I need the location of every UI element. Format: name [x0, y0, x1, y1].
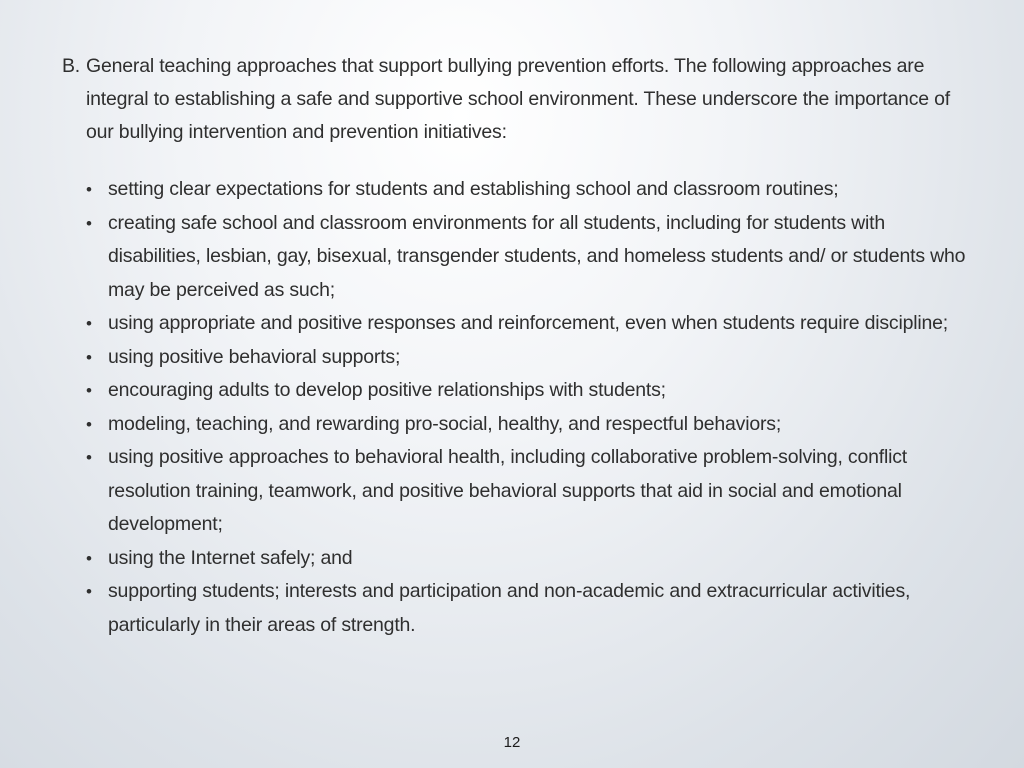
bullet-item	[62, 341, 972, 375]
bullet-text: using positive behavioral supports;	[108, 345, 401, 368]
bullet-text: setting clear expectations for students and establishing school and classroom routines;	[108, 178, 839, 200]
bullet-icon: •	[86, 448, 92, 467]
bullet-icon: •	[86, 381, 92, 400]
intro-text: General teaching approaches that support bullying prevention efforts. The following approaches are integral to establishing a safe and supportive school environment. These underscore the importance of our bullying intervention and prevention initiatives:	[86, 55, 950, 143]
bullet-text: using the Internet safely; and	[108, 546, 353, 569]
bullet-item	[62, 173, 972, 207]
bullet-item	[62, 207, 972, 308]
bullet-item	[62, 374, 972, 408]
bullet-item	[62, 575, 972, 642]
bullet-icon: •	[86, 414, 92, 434]
bullet-icon: •	[86, 347, 92, 367]
bullet-list	[62, 173, 972, 642]
bullet-text: using appropriate and positive responses and reinforcement, even when students require discipline;	[108, 312, 948, 334]
bullet-text: encouraging adults to develop positive relationships with students;	[108, 379, 666, 401]
bullet-icon: •	[86, 314, 92, 333]
bullet-text: using positive approaches to behavioral health, including collaborative problem-solving, conflict resolution training, teamwork, and positive behavioral supports that aid in social and emotional development;	[108, 446, 907, 535]
bullet-item	[62, 542, 972, 576]
bullet-icon: •	[86, 582, 92, 601]
page-number: 12	[503, 734, 521, 751]
bullet-item	[62, 307, 972, 341]
section-marker: B.	[62, 55, 81, 77]
bullet-icon: •	[86, 180, 92, 199]
bullet-text: supporting students; interests and participation and non-academic and extracurricular activities, particularly in their areas of strength.	[108, 580, 911, 636]
intro-paragraph	[62, 50, 972, 149]
bullet-item	[62, 441, 972, 542]
bullet-icon: •	[86, 213, 92, 233]
bullet-text: creating safe school and classroom environments for all students, including for students with disabilities, lesbian, gay, bisexual, transgender students, and homeless students and/ or students who may be perceived as such;	[108, 211, 966, 301]
bullet-item	[62, 408, 972, 442]
bullet-text: modeling, teaching, and rewarding pro-social, healthy, and respectful behaviors;	[108, 412, 782, 435]
slide-content	[62, 50, 972, 642]
bullet-icon: •	[86, 548, 92, 568]
